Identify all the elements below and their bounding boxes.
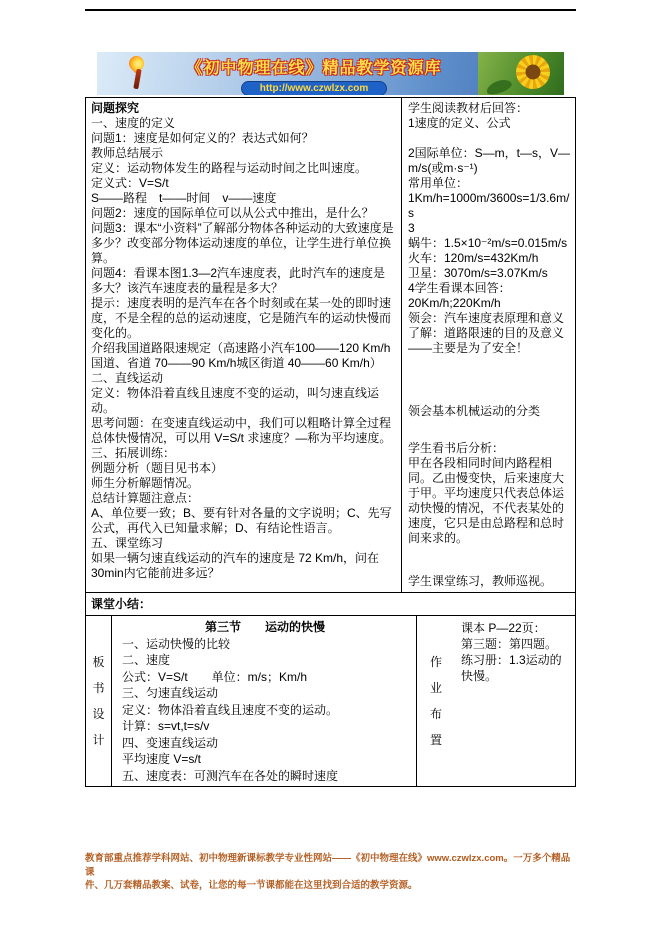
site-banner <box>97 52 564 95</box>
student-line: 20Km/h;220Km/h <box>408 296 501 310</box>
lesson-line: A、单位要一致；B、要有针对各量的文字说明；C、先写公式，再代入已知量求解；D、有结论性语言。 <box>91 506 392 535</box>
student-line: 了解：道路限速的目的及意义——主要是为了安全！ <box>408 326 565 355</box>
board-line: 计算：s=vt,t=s/v <box>122 719 210 733</box>
page-top-rule <box>85 9 576 11</box>
lesson-line: 定义式：V=S/t <box>91 176 169 190</box>
student-line: 4学生看课本回答： <box>408 281 511 295</box>
student-line: 学生课堂练习，教师巡视。 <box>408 574 553 588</box>
section-heading: 问题探究 <box>91 101 140 115</box>
student-line: 学生阅读教材后回答： <box>408 101 529 115</box>
homework-label: 作业布置 <box>429 655 442 747</box>
lesson-line: 定义：运动物体发生的路程与运动时间之比叫速度。 <box>91 161 368 175</box>
board-homework-row <box>86 615 575 786</box>
spacer <box>408 546 573 574</box>
student-activity-cell <box>402 98 575 592</box>
student-line: 学生看书后分析： <box>408 441 505 455</box>
leaf-icon <box>485 77 514 95</box>
lesson-line: 例题分析（题目见书本） <box>91 461 224 475</box>
class-summary-label: 课堂小结： <box>91 596 152 611</box>
homework-line: 第三题：第四题。 <box>461 637 558 651</box>
class-summary-row <box>86 592 575 615</box>
lesson-line: 五、课堂练习 <box>91 536 164 550</box>
student-line: 蜗牛：1.5×10⁻²m/s=0.015m/s <box>408 236 568 250</box>
board-line: 公式：V=S/t 单位：m/s；Km/h <box>122 669 308 684</box>
board-title: 第三节 运动的快慢 <box>204 620 325 634</box>
lesson-line: 二、直线运动 <box>91 371 164 385</box>
student-line: 卫星：3070m/s=3.07Km/s <box>408 266 548 280</box>
student-line: 甲在各段相同时间内路程相同。乙由慢变快，后来速度大于甲。平均速度只代表总体运动快慢的情况，不代表某处的速度，它只是由总路程和总时间来求的。 <box>408 456 565 545</box>
banner-text-block <box>153 55 475 95</box>
lesson-line: 总结计算题注意点： <box>91 491 200 505</box>
lesson-line: 提示：速度表明的是汽车在各个时刻或在某一处的即时速度，不是全程的总的运动速度，它是随汽车的运动快慢而变化的。 <box>91 296 392 340</box>
student-line: 1速度的定义、公式 <box>408 116 511 130</box>
torch-icon <box>125 56 149 92</box>
lesson-line: 问题3：课本“小资料”了解部分物体各种运动的大致速度是多少？改变部分物体运动速度的单位，让学生进行单位换算。 <box>91 221 394 265</box>
teacher-activity-cell <box>86 98 402 592</box>
board-design-cell <box>111 616 417 786</box>
homework-line: 课本 P—22页： <box>461 621 546 635</box>
sunflower-bloom <box>516 55 550 89</box>
homework-cell <box>455 616 575 786</box>
homework-label-cell <box>417 616 455 786</box>
sunflower-icon <box>478 52 564 95</box>
lesson-line: 教师总结展示 <box>91 146 164 160</box>
student-line: 领会：汽车速度表原理和意义 <box>408 311 565 325</box>
lesson-line: S——路程 t——时间 v——速度 <box>91 191 277 205</box>
board-line: 五、速度表：可测汽车在各处的瞬时速度 <box>122 768 339 783</box>
lesson-line: 介绍我国道路限速规定（高速路小汽车100——120 Km/h国道、省道 70——90 Km/h城区街道 40——60 Km/h） <box>91 341 391 370</box>
board-line: 三、匀速直线运动 <box>122 686 219 700</box>
lesson-line: 问题2：速度的国际单位可以从公式中推出，是什么？ <box>91 206 374 220</box>
lesson-line: 三、拓展训练： <box>91 446 176 460</box>
board-design-label-cell <box>86 616 111 786</box>
lesson-line: 思考问题：在变速直线运动中，我们可以粗略计算全过程总体快慢情况，可以用 V=S/t 求速度？—称为平均速度。 <box>91 416 392 445</box>
board-line: 二、速度 <box>122 653 171 667</box>
student-line: 常用单位： <box>408 176 469 190</box>
student-line: 领会基本机械运动的分类 <box>408 404 541 418</box>
spacer <box>408 356 573 404</box>
lesson-line: 一、速度的定义 <box>91 116 176 130</box>
board-line: 四、变速直线运动 <box>122 735 219 750</box>
lesson-line: 师生分析解题情况。 <box>91 476 200 490</box>
banner-url-link[interactable]: http://www.czwlzx.com <box>241 81 388 95</box>
banner-title: 《初中物理在线》精品教学资源库 <box>186 60 442 77</box>
spacer <box>408 131 573 146</box>
lesson-line: 问题1：速度是如何定义的？表达式如何？ <box>91 131 314 145</box>
footer-promo <box>85 852 576 893</box>
lesson-line: 如果一辆匀速直线运动的汽车的速度是 72 Km/h，问在 30min内它能前进多远？ <box>91 551 380 580</box>
homework-line: 练习册：1.3运动的快慢。 <box>461 653 562 683</box>
student-line: 1Km/h=1000m/3600s=1/3.6m/s <box>408 191 570 220</box>
spacer <box>408 419 573 441</box>
lesson-line: 问题4：看课本图1.3—2汽车速度表，此时汽车的速度是多大？该汽车速度表的量程是多大？ <box>91 266 386 295</box>
footer-line: 件、几万套精品教案、试卷，让您的每一节课都能在这里找到合适的教学资源。 <box>85 880 418 891</box>
activities-row <box>86 98 575 592</box>
board-line: 定义：物体沿着直线且速度不变的运动。 <box>122 702 339 717</box>
lesson-table <box>85 97 576 787</box>
student-line: 2国际单位：S—m，t—s，V—m/s(或m·s⁻¹) <box>408 146 571 175</box>
student-line: 3 <box>408 221 415 235</box>
board-line: 平均速度 V=s/t <box>122 752 202 766</box>
student-line: 火车：120m/s=432Km/h <box>408 251 539 265</box>
footer-line: 教育部重点推荐学科网站、初中物理新课标教学专业性网站——《初中物理在线》www.czwlzx.com。一万多个精品课 <box>85 853 571 878</box>
board-design-label: 板书设计 <box>92 655 105 747</box>
lesson-line: 定义：物体沿着直线且速度不变的运动，叫匀速直线运动。 <box>91 386 380 415</box>
board-line: 一、运动快慢的比较 <box>122 636 231 651</box>
